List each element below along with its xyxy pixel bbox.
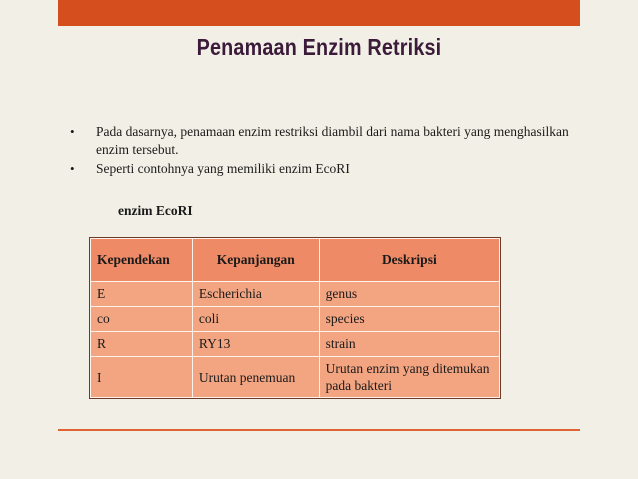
table-row: [91, 332, 500, 357]
table-cell: I: [91, 357, 193, 398]
bullet-text: Pada dasarnya, penamaan enzim restriksi diambil dari nama bakteri yang menghasilkan enzim tersebut.: [96, 124, 569, 157]
bullet-text: Seperti contohnya yang memiliki enzim EcoRI: [96, 161, 350, 176]
table-cell: coli: [192, 307, 319, 332]
table-cell: co: [91, 307, 193, 332]
bullet-icon: •: [70, 161, 75, 176]
header-kependekan: Kependekan: [91, 239, 193, 282]
bullet-list: [70, 123, 580, 179]
table-cell: RY13: [192, 332, 319, 357]
header-kepanjangan: Kepanjangan: [192, 239, 319, 282]
table-cell: Escherichia: [192, 282, 319, 307]
table-cell: species: [319, 307, 499, 332]
table-cell: strain: [319, 332, 499, 357]
slide-title: Penamaan Enzim Retriksi: [196, 34, 442, 60]
table-header-row: [91, 239, 500, 282]
top-accent-bar: [58, 0, 580, 26]
table-cell: genus: [319, 282, 499, 307]
table-row: [91, 282, 500, 307]
header-deskripsi: Deskripsi: [319, 239, 499, 282]
table-cell: Urutan penemuan: [192, 357, 319, 398]
bottom-divider: [58, 429, 580, 431]
bullet-icon: •: [70, 124, 75, 139]
table-row: [91, 307, 500, 332]
bullet-item: [70, 160, 580, 178]
table-cell: E: [91, 282, 193, 307]
table-caption: enzim EcoRI: [118, 203, 193, 218]
enzyme-name-table: [90, 238, 500, 398]
table-row: [91, 357, 500, 398]
table-cell: R: [91, 332, 193, 357]
bullet-item: [70, 123, 580, 159]
table-cell: Urutan enzim yang ditemukan pada bakteri: [319, 357, 499, 398]
